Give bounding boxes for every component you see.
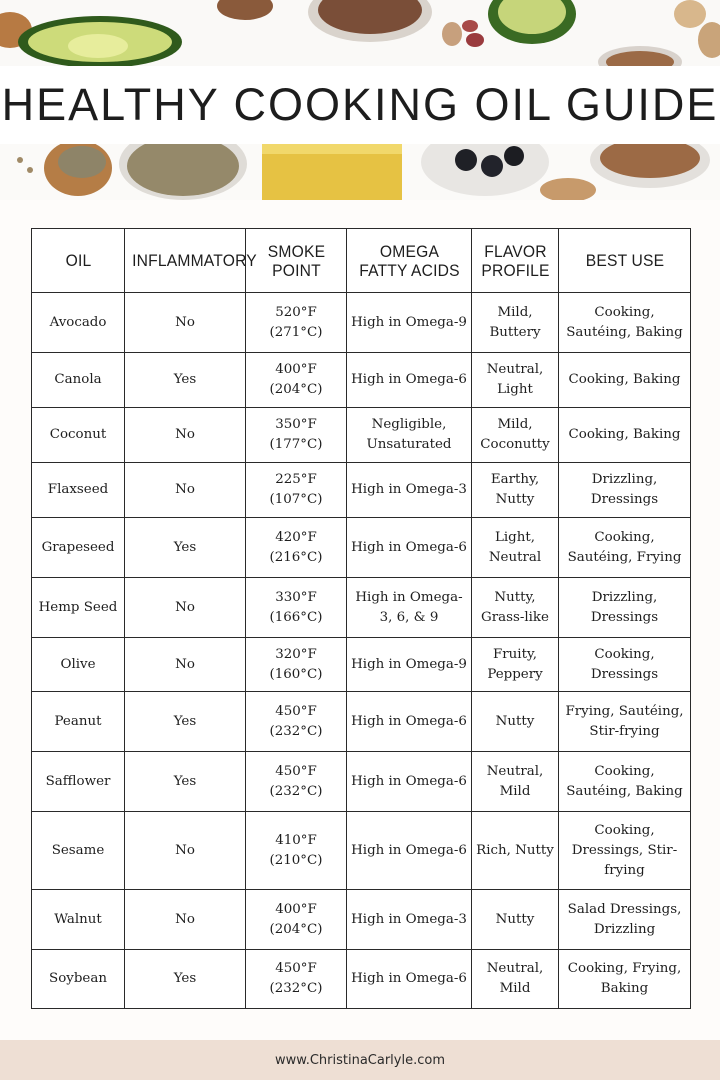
cell-oil: Walnut (32, 890, 125, 950)
cell-inflammatory: Yes (125, 752, 246, 812)
page-title: HEALTHY COOKING OIL GUIDE (1, 79, 719, 130)
table-row (32, 692, 691, 752)
cell-omega: High in Omega-3 (347, 890, 472, 950)
cell-inflammatory: No (125, 463, 246, 518)
footer-website: www.ChristinaCarlyle.com (275, 1052, 445, 1068)
cell-oil: Coconut (32, 408, 125, 463)
cell-best-use: Cooking, Dressings (559, 638, 691, 692)
cell-oil: Avocado (32, 293, 125, 353)
cell-flavor: Mild, Buttery (472, 293, 559, 353)
cell-oil: Olive (32, 638, 125, 692)
cell-omega: High in Omega-6 (347, 518, 472, 578)
cell-oil: Flaxseed (32, 463, 125, 518)
cell-oil: Canola (32, 353, 125, 408)
cell-omega: High in Omega-6 (347, 353, 472, 408)
table-row (32, 518, 691, 578)
cell-smoke-point: 320°F (160°C) (246, 638, 347, 692)
cell-best-use: Salad Dressings, Drizzling (559, 890, 691, 950)
cell-omega: Negligible, Unsaturated (347, 408, 472, 463)
cell-smoke-point: 400°F (204°C) (246, 890, 347, 950)
table-row (32, 578, 691, 638)
table-row (32, 293, 691, 353)
cell-smoke-point: 410°F (210°C) (246, 812, 347, 890)
food-photo-bottom (0, 144, 720, 200)
cell-smoke-point: 450°F (232°C) (246, 950, 347, 1009)
food-photo-top (0, 0, 720, 66)
cell-omega: High in Omega-6 (347, 752, 472, 812)
cell-flavor: Earthy, Nutty (472, 463, 559, 518)
cell-smoke-point: 225°F (107°C) (246, 463, 347, 518)
table-row (32, 752, 691, 812)
cell-inflammatory: No (125, 638, 246, 692)
cell-inflammatory: No (125, 578, 246, 638)
cell-best-use: Drizzling, Dressings (559, 578, 691, 638)
cell-oil: Hemp Seed (32, 578, 125, 638)
cell-smoke-point: 450°F (232°C) (246, 692, 347, 752)
cell-smoke-point: 450°F (232°C) (246, 752, 347, 812)
table-row (32, 353, 691, 408)
cell-flavor: Rich, Nutty (472, 812, 559, 890)
table-row (32, 950, 691, 1009)
cooking-oil-table (31, 228, 691, 1009)
table-row (32, 890, 691, 950)
cell-smoke-point: 400°F (204°C) (246, 353, 347, 408)
table-row (32, 638, 691, 692)
cell-inflammatory: Yes (125, 692, 246, 752)
cell-best-use: Drizzling, Dressings (559, 463, 691, 518)
cell-inflammatory: Yes (125, 353, 246, 408)
cell-omega: High in Omega-3, 6, & 9 (347, 578, 472, 638)
header-smoke-point: SMOKE POINT (250, 229, 343, 293)
footer-band (0, 1040, 720, 1080)
cell-best-use: Frying, Sautéing, Stir-frying (559, 692, 691, 752)
cell-smoke-point: 330°F (166°C) (246, 578, 347, 638)
cell-oil: Sesame (32, 812, 125, 890)
table-row (32, 408, 691, 463)
cell-oil: Safflower (32, 752, 125, 812)
cell-best-use: Cooking, Baking (559, 353, 691, 408)
cell-omega: High in Omega-9 (347, 293, 472, 353)
cell-best-use: Cooking, Baking (559, 408, 691, 463)
cell-flavor: Neutral, Light (472, 353, 559, 408)
header-omega-fatty-acids: OMEGA FATTY ACIDS (352, 229, 467, 293)
cell-oil: Soybean (32, 950, 125, 1009)
cell-flavor: Fruity, Peppery (472, 638, 559, 692)
header-flavor-profile: FLAVOR PROFILE (475, 229, 555, 293)
cell-flavor: Neutral, Mild (472, 752, 559, 812)
table-row (32, 812, 691, 890)
header-inflammatory: INFLAMMATORY (129, 229, 240, 293)
cell-inflammatory: No (125, 890, 246, 950)
cell-best-use: Cooking, Sautéing, Baking (559, 293, 691, 353)
header-best-use: BEST USE (564, 229, 685, 293)
cell-omega: High in Omega-9 (347, 638, 472, 692)
cell-smoke-point: 420°F (216°C) (246, 518, 347, 578)
cell-flavor: Light, Neutral (472, 518, 559, 578)
cell-omega: High in Omega-6 (347, 950, 472, 1009)
cell-inflammatory: No (125, 408, 246, 463)
cell-flavor: Nutty (472, 890, 559, 950)
title-band (0, 66, 720, 144)
cell-inflammatory: No (125, 293, 246, 353)
cell-inflammatory: Yes (125, 518, 246, 578)
cell-omega: High in Omega-6 (347, 812, 472, 890)
cell-flavor: Nutty (472, 692, 559, 752)
cell-flavor: Nutty, Grass-like (472, 578, 559, 638)
cell-flavor: Neutral, Mild (472, 950, 559, 1009)
cell-oil: Grapeseed (32, 518, 125, 578)
cell-inflammatory: Yes (125, 950, 246, 1009)
cell-smoke-point: 520°F (271°C) (246, 293, 347, 353)
cell-inflammatory: No (125, 812, 246, 890)
header-oil: OIL (35, 229, 121, 293)
cell-smoke-point: 350°F (177°C) (246, 408, 347, 463)
cell-best-use: Cooking, Dressings, Stir-frying (559, 812, 691, 890)
cell-flavor: Mild, Coconutty (472, 408, 559, 463)
table-header-row (32, 229, 691, 293)
cell-oil: Peanut (32, 692, 125, 752)
cell-best-use: Cooking, Sautéing, Baking (559, 752, 691, 812)
table-row (32, 463, 691, 518)
cell-best-use: Cooking, Sautéing, Frying (559, 518, 691, 578)
cell-omega: High in Omega-6 (347, 692, 472, 752)
cell-omega: High in Omega-3 (347, 463, 472, 518)
cell-best-use: Cooking, Frying, Baking (559, 950, 691, 1009)
